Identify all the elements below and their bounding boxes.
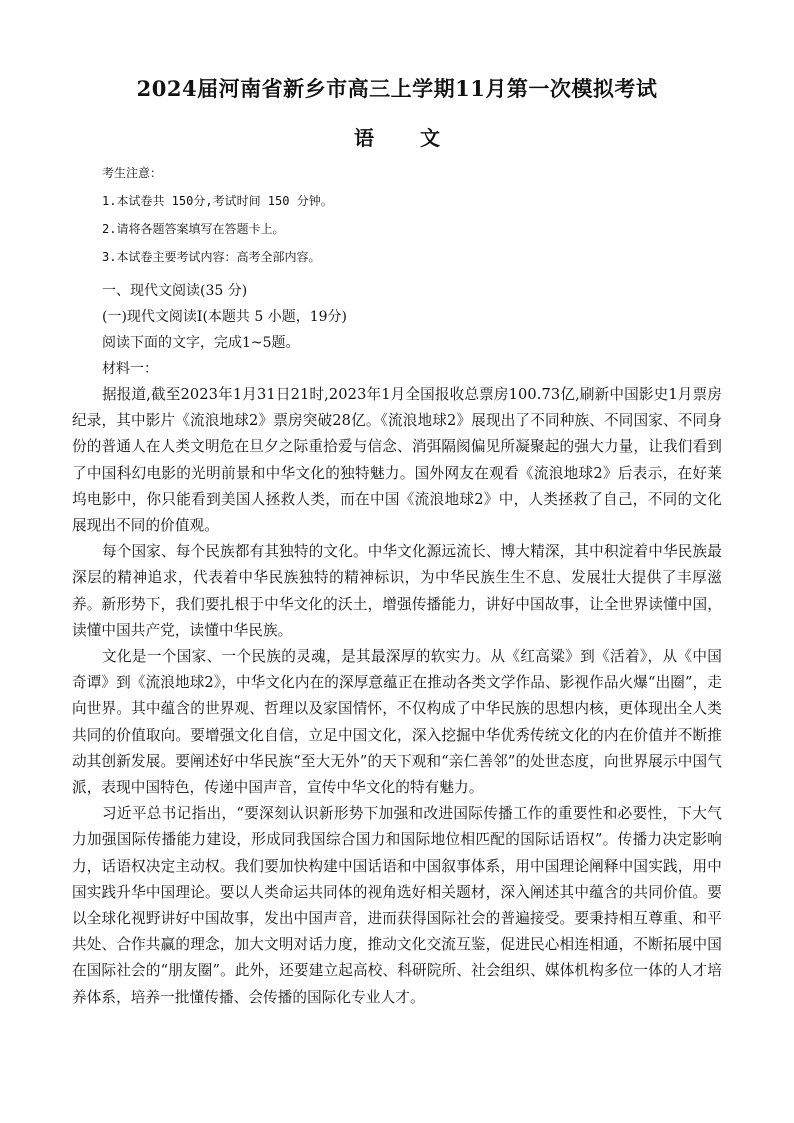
paragraph-3: 文化是一个国家、一个民族的灵魂，是其最深厚的软实力。从《红高粱》到《活着》，从《中国奇谭》到《流浪地球2》，中华文化内在的深厚意蕴正在推动各类文学作品、影视作品火爆“出圈”，走向世界。其中蕴含的世界观、哲理以及家国情怀，不仅构成了中华民族的思想内核，更体现出全人类共同的价值取向。要增强文化自信，立足中国文化，深入挖掘中华优秀传统文化的内在价值并不断推动其创新发展。要阐述好中华民族“至大无外”的天下观和“亲仁善邻”的处世态度，向世界展示中国气派，表现中国特色，传递中国声音，宣传中华文化的特有魅力。	[72, 648, 722, 797]
material-label: 材料一：	[102, 361, 158, 377]
exam-title: 2024届河南省新乡市高三上学期11月第一次模拟考试	[136, 76, 658, 101]
notice-item-2: 2.请将各题答案填写在答题卡上。	[102, 222, 285, 236]
section-heading: 一、现代文阅读(35 分)	[102, 283, 248, 299]
notice-item-1: 1.本试卷共 150分,考试时间 150 分钟。	[102, 194, 333, 208]
article-body	[72, 382, 722, 1011]
subject-title: 语文	[354, 126, 486, 150]
notice-block	[72, 166, 722, 264]
paragraph-4: 习近平总书记指出，“要深刻认识新形势下加强和改进国际传播工作的重要性和必要性，下大气力加强国际传播能力建设，形成同我国综合国力和国际地位相匹配的国际话语权”。传播力决定影响力，话语权决定主动权。我们要加快构建中国话语和中国叙事体系，用中国理论阐释中国实践，用中国实践升华中国理论。要以人类命运共同体的视角选好相关题材，深入阐述其中蕴含的共同价值。要以全球化视野讲好中国故事，发出中国声音，进而获得国际社会的普遍接受。要秉持相互尊重、和平共处、合作共赢的理念，加大文明对话力度，推动文化交流互鉴，促进民心相连相通，不断拓展中国在国际社会的“朋友圈”。此外，还要建立起高校、科研院所、社会组织、媒体机构多位一体的人才培养体系，培养一批懂传播、会传播的国际化专业人才。	[72, 805, 722, 1006]
instruction-text: 阅读下面的文字，完成1~5题。	[102, 335, 300, 351]
notice-item-3: 3.本试卷主要考试内容：高考全部内容。	[102, 250, 321, 264]
paragraph-2: 每个国家、每个民族都有其独特的文化。中华文化源远流长、博大精深，其中积淀着中华民族最深层的精神追求，代表着中华民族独特的精神标识，为中华民族生生不息、发展壮大提供了丰厚滋养。新形势下，我们要扎根于中华文化的沃土，增强传播能力，讲好中国故事，让全世界读懂中国，读懂中国共产党，读懂中华民族。	[72, 543, 722, 639]
paragraph-1: 据报道,截至2023年1月31日21时,2023年1月全国报收总票房100.73亿,刷新中国影史1月票房纪录，其中影片《流浪地球2》票房突破28亿。《流浪地球2》展现出了不同种族、不同国家、不同身份的普通人在人类文明危在旦夕之际重拾爱与信念、消弭隔阂偏见所凝聚起的强大力量，让我们看到了中国科幻电影的光明前景和中华文化的独特魅力。国外网友在观看《流浪地球2》后表示，在好莱坞电影中，你只能看到美国人拯救人类，而在中国《流浪地球2》中，人类拯救了自己，不同的文化展现出不同的价值观。	[72, 386, 722, 535]
subsection-heading: (一)现代文阅读Ⅰ(本题共 5 小题，19分)	[102, 309, 347, 325]
notice-heading: 考生注意：	[102, 166, 163, 180]
